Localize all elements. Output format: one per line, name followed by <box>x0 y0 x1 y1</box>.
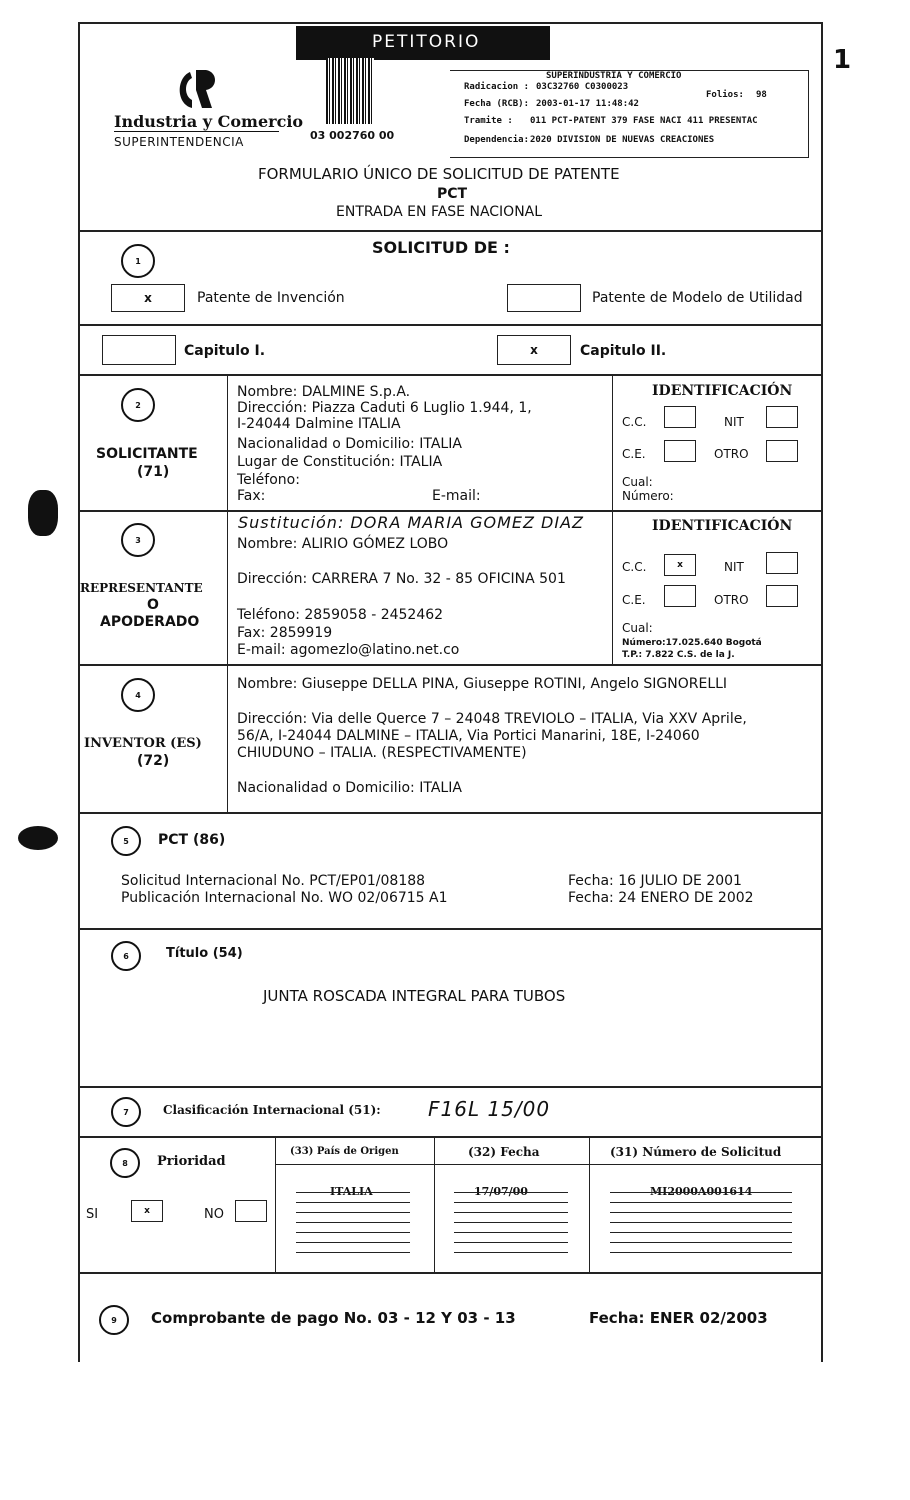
cual-label: Cual: <box>622 621 653 635</box>
no-label: NO <box>204 1207 224 1222</box>
si-checkbox[interactable]: x <box>131 1200 163 1222</box>
logo-divider <box>114 131 279 132</box>
prioridad-label: Prioridad <box>157 1154 226 1169</box>
otro-label: OTRO <box>714 593 749 607</box>
cc-checkbox[interactable] <box>664 406 696 428</box>
inventor-label: INVENTOR (ES) <box>84 736 202 751</box>
stamp-radicacion-value: 03C32760 C0300023 <box>536 82 629 92</box>
stamp-fecha-value: 2003-01-17 11:48:42 <box>536 99 639 109</box>
capitulo1-checkbox[interactable] <box>102 335 176 365</box>
numero-label: Número: <box>622 489 674 503</box>
modelo-utilidad-label: Patente de Modelo de Utilidad <box>592 290 803 306</box>
identificacion-title: IDENTIFICACIÓN <box>652 518 793 534</box>
solicitante-email: E-mail: <box>432 488 481 504</box>
comprobante-pago: Comprobante de pago No. 03 - 12 Y 03 - 13 <box>151 1309 516 1327</box>
filing-stamp <box>450 70 809 158</box>
priority-numero-value: MI2000A001614 <box>650 1185 753 1198</box>
inventor-nombre: Nombre: Giuseppe DELLA PINA, Giuseppe ROTINI, Angelo SIGNORELLI <box>237 676 728 692</box>
clasificacion-label: Clasificación Internacional (51): <box>163 1103 381 1117</box>
solicitante-label: SOLICITANTE <box>96 446 198 462</box>
apoderado-tp: T.P.: 7.822 C.S. de la J. <box>622 650 735 660</box>
section-number: 1 <box>121 244 155 278</box>
inventor-nacionalidad: Nacionalidad o Domicilio: ITALIA <box>237 780 462 796</box>
section-number: 5 <box>111 826 141 856</box>
fecha-publicacion: Fecha: 24 ENERO DE 2002 <box>568 890 754 906</box>
priority-column-divider <box>434 1136 435 1272</box>
label-column-divider <box>227 374 228 812</box>
stamp-dependencia-label: Dependencia: <box>464 135 530 145</box>
cc-label: C.C. <box>622 560 647 574</box>
cc-checkbox[interactable]: x <box>664 554 696 576</box>
nit-label: NIT <box>724 560 744 574</box>
otro-checkbox[interactable] <box>766 440 798 462</box>
capitulo2-checkbox[interactable]: x <box>497 335 571 365</box>
barcode-image <box>326 58 374 124</box>
section1-title: SOLICITUD DE : <box>372 238 510 257</box>
apoderado-numero: Número:17.025.640 Bogotá <box>622 638 762 648</box>
apoderado-fax: Fax: 2859919 <box>237 625 333 641</box>
form-subtitle-fase: ENTRADA EN FASE NACIONAL <box>336 204 543 220</box>
otro-checkbox[interactable] <box>766 585 798 607</box>
inventor-direccion1: Dirección: Via delle Querce 7 – 24048 TREVIOLO – ITALIA, Via XXV Aprile, <box>237 711 747 727</box>
stamp-radicacion-label: Radicacion : <box>464 82 530 92</box>
stamp-folios-value: 98 <box>756 90 767 100</box>
logo-name: Industria y Comercio <box>114 112 304 131</box>
nit-checkbox[interactable] <box>766 552 798 574</box>
solicitud-internacional: Solicitud Internacional No. PCT/EP01/08188 <box>121 873 426 889</box>
fecha-solicitud: Fecha: 16 JULIO DE 2001 <box>568 873 742 889</box>
invencion-checkbox[interactable]: x <box>111 284 185 312</box>
apoderado-telefono: Teléfono: 2859058 - 2452462 <box>237 607 444 623</box>
apoderado-label: APODERADO <box>100 614 200 630</box>
si-label: SI <box>86 1207 99 1222</box>
divider <box>78 664 821 666</box>
stamp-fecha-label: Fecha (RCB): <box>464 99 530 109</box>
otro-label: OTRO <box>714 447 749 461</box>
logo-sub: SUPERINTENDENCIA <box>114 135 244 149</box>
ce-label: C.E. <box>622 593 646 607</box>
divider <box>78 1272 821 1274</box>
margin-mark: 1 <box>833 45 852 75</box>
representante-label: REPRESENTANTE <box>80 581 203 595</box>
divider <box>78 1136 821 1138</box>
col-pais-header: (33) País de Origen <box>290 1146 399 1157</box>
capitulo1-label: Capitulo I. <box>184 343 266 359</box>
divider <box>78 1086 821 1088</box>
pct-title: PCT (86) <box>158 832 226 848</box>
stamp-tramite-value: 011 PCT-PATENT 379 FASE NACI 411 PRESENTAC <box>530 116 758 126</box>
section-number: 6 <box>111 941 141 971</box>
barcode-number: 03 002760 00 <box>310 129 395 142</box>
section-number: 3 <box>121 523 155 557</box>
petitorio-title: PETITORIO <box>372 32 481 52</box>
solicitante-direccion2: I-24044 Dalmine ITALIA <box>237 416 401 432</box>
id-column-divider <box>612 374 613 664</box>
priority-column-divider <box>275 1136 276 1272</box>
identificacion-title: IDENTIFICACIÓN <box>652 383 793 399</box>
titulo-value: JUNTA ROSCADA INTEGRAL PARA TUBOS <box>263 987 566 1005</box>
invencion-label: Patente de Invención <box>197 290 345 306</box>
solicitante-telefono: Teléfono: <box>237 472 300 488</box>
section-number: 2 <box>121 388 155 422</box>
representante-o: O <box>147 597 159 613</box>
solicitante-nacionalidad: Nacionalidad o Domicilio: ITALIA <box>237 436 462 452</box>
solicitante-code: (71) <box>137 464 170 480</box>
divider <box>78 324 821 326</box>
inventor-direccion3: CHIUDUNO – ITALIA. (RESPECTIVAMENTE) <box>237 745 527 761</box>
section-number: 4 <box>121 678 155 712</box>
form-subtitle-pct: PCT <box>437 186 468 202</box>
apoderado-direccion: Dirección: CARRERA 7 No. 32 - 85 OFICINA 501 <box>237 571 566 587</box>
divider <box>78 374 821 376</box>
section-number: 8 <box>110 1148 140 1178</box>
inventor-code: (72) <box>137 753 170 769</box>
divider <box>78 812 821 814</box>
modelo-utilidad-checkbox[interactable] <box>507 284 581 312</box>
cual-label: Cual: <box>622 475 653 489</box>
divider <box>78 928 821 930</box>
stamp-folios-label: Folios: <box>706 90 744 100</box>
solicitante-lugar: Lugar de Constitución: ITALIA <box>237 454 443 470</box>
inventor-direccion2: 56/A, I-24044 DALMINE – ITALIA, Via Portici Manarini, 18E, I-24060 <box>237 728 700 744</box>
nit-label: NIT <box>724 415 744 429</box>
divider <box>78 230 821 232</box>
solicitante-direccion1: Dirección: Piazza Caduti 6 Luglio 1.944, 1, <box>237 400 532 416</box>
priority-column-divider <box>589 1136 590 1272</box>
form-title: FORMULARIO ÚNICO DE SOLICITUD DE PATENTE <box>258 165 620 183</box>
col-numero-header: (31) Número de Solicitud <box>610 1145 782 1159</box>
no-checkbox[interactable] <box>235 1200 267 1222</box>
stamp-line0: SUPERINDUSTRIA Y COMERCIO <box>546 71 682 81</box>
form-top-border <box>78 22 821 24</box>
priority-fecha-value: 17/07/00 <box>474 1185 528 1198</box>
solicitante-fax: Fax: <box>237 488 266 504</box>
section-number: 9 <box>99 1305 129 1335</box>
col-fecha-header: (32) Fecha <box>468 1145 540 1159</box>
titulo-label: Título (54) <box>166 946 243 961</box>
priority-pais-value: ITALIA <box>330 1185 373 1198</box>
scan-blot <box>18 826 58 850</box>
publicacion-internacional: Publicación Internacional No. WO 02/06715 A1 <box>121 890 448 906</box>
cc-label: C.C. <box>622 415 647 429</box>
priority-header-divider <box>275 1164 821 1165</box>
clasificacion-value: F16L 15/00 <box>428 1097 551 1121</box>
handwritten-sustitucion: Sustitución: DORA MARIA GOMEZ DIAZ <box>238 513 584 532</box>
scan-blot <box>28 490 58 536</box>
divider <box>78 510 821 512</box>
capitulo2-label: Capitulo II. <box>580 343 667 359</box>
stamp-dependencia-value: 2020 DIVISION DE NUEVAS CREACIONES <box>530 135 715 145</box>
ce-checkbox[interactable] <box>664 585 696 607</box>
sic-logo-icon <box>172 64 222 114</box>
comprobante-fecha: Fecha: ENER 02/2003 <box>589 1309 768 1327</box>
stamp-tramite-label: Tramite : <box>464 116 513 126</box>
apoderado-nombre: Nombre: ALIRIO GÓMEZ LOBO <box>237 536 449 552</box>
ce-checkbox[interactable] <box>664 440 696 462</box>
ce-label: C.E. <box>622 447 646 461</box>
section-number: 7 <box>111 1097 141 1127</box>
nit-checkbox[interactable] <box>766 406 798 428</box>
solicitante-nombre: Nombre: DALMINE S.p.A. <box>237 384 411 400</box>
apoderado-email: E-mail: agomezlo@latino.net.co <box>237 642 460 658</box>
